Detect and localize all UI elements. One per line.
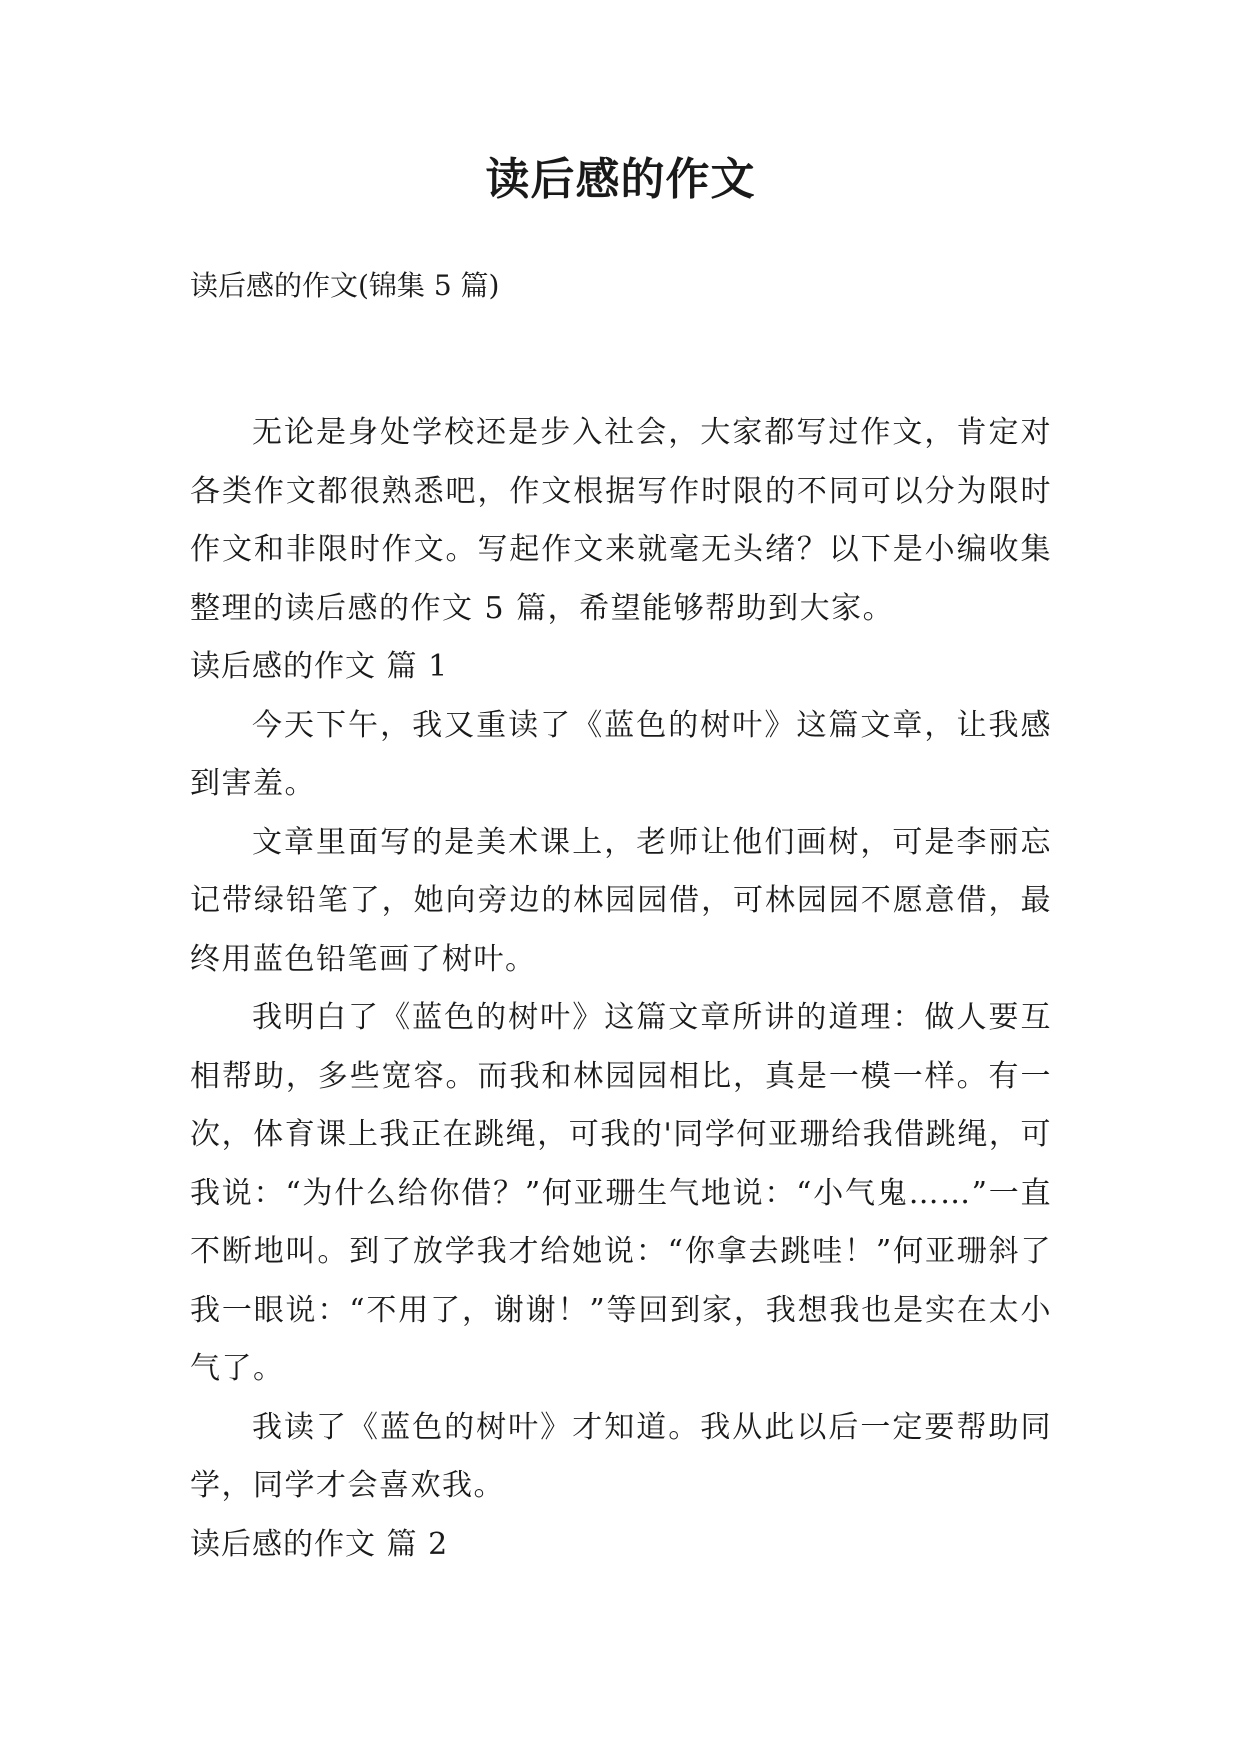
paragraph: 今天下午，我又重读了《蓝色的树叶》这篇文章，让我感到害羞。 xyxy=(190,707,1052,801)
paragraph: 文章里面写的是美术课上，老师让他们画树，可是李丽忘记带绿铅笔了，她向旁边的林园园借，可林园园不愿意借，最终用蓝色铅笔画了树叶。 xyxy=(190,824,1052,977)
section-heading-2: 读后感的作文 篇 2 xyxy=(190,1526,449,1562)
intro-paragraph: 无论是身处学校还是步入社会，大家都写过作文，肯定对各类作文都很熟悉吧，作文根据写作时限的不同可以分为限时作文和非限时作文。写起作文来就毫无头绪？以下是小编收集整理的读后感的作文 5 篇，希望能够帮助到大家。 xyxy=(190,415,1052,626)
paragraph: 我明白了《蓝色的树叶》这篇文章所讲的道理：做人要互相帮助，多些宽容。而我和林园园相比，真是一模一样。有一次，体育课上我正在跳绳，可我的'同学何亚珊给我借跳绳，可我说：“为什么给你借？”何亚珊生气地说：“小气鬼……”一直不断地叫。到了放学我才给她说：“你拿去跳哇！”何亚珊斜了我一眼说：“不用了，谢谢！”等回到家，我想我也是实在太小气了。 xyxy=(190,1000,1052,1386)
document-body xyxy=(190,404,1052,1574)
section-heading-1: 读后感的作文 篇 1 xyxy=(190,649,449,684)
paragraph: 我读了《蓝色的树叶》才知道。我从此以后一定要帮助同学，同学才会喜欢我。 xyxy=(190,1409,1052,1503)
document-subtitle: 读后感的作文(锦集 5 篇) xyxy=(190,269,500,302)
document-title: 读后感的作文 xyxy=(485,154,756,205)
